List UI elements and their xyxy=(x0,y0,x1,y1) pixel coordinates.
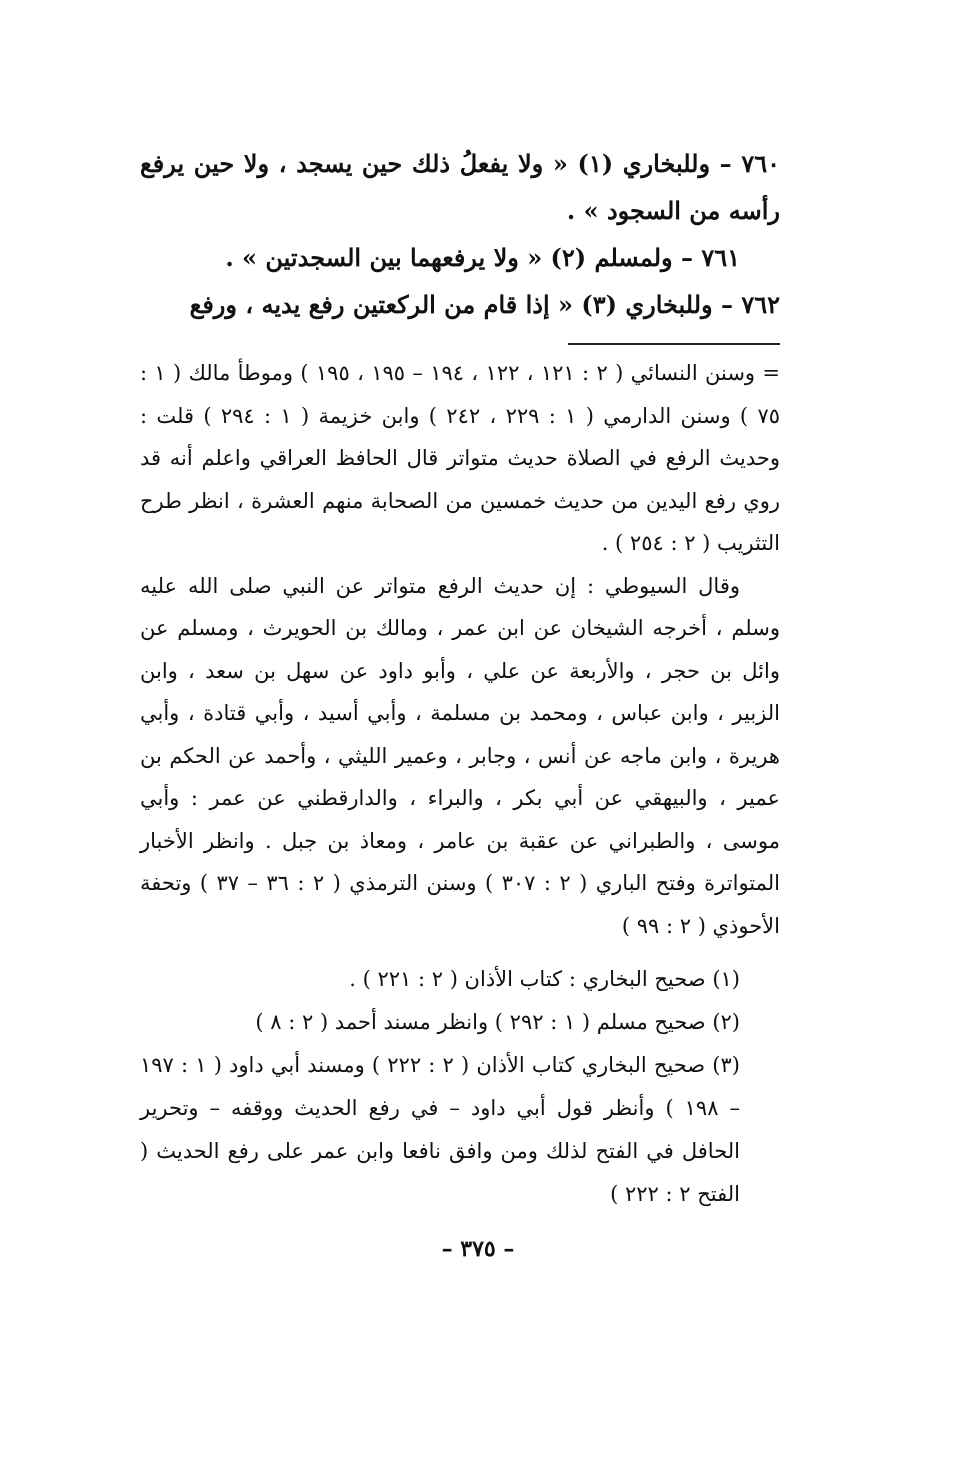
hadith-760: ٧٦٠ – وللبخاري (١) « ولا يفعلُ ذلك حين يسجد ، ولا حين يرفع رأسه من السجود » . xyxy=(140,149,780,225)
note-paragraph-1: = وسنن النسائي ( ٢ : ١٢١ ، ١٢٢ ، ١٩٤ – ١٩٥ ، ١٩٥ ) وموطأ مالك ( ١ : ٧٥ ) وسنن الدارمي ( ١ : ٢٢٩ ، ٢٤٢ ) وابن خزيمة ( ١ : ٢٩٤ ) قلت : وحديث الرفع في الصلاة حديث متواتر قال الحافظ العراقي واعلم أنه قد روي رفع اليدين من حديث خمسين من الصحابة منهم العشرة ، انظر طرح التثريب ( ٢ : ٢٥٤ ) . xyxy=(140,361,781,555)
main-text xyxy=(140,140,780,328)
footnote-separator xyxy=(568,343,780,345)
footnote-1: (١) صحيح البخاري : كتاب الأذان ( ٢ : ٢٢١ ) . xyxy=(349,967,740,991)
page-number: – ٣٧٥ – xyxy=(441,1236,515,1262)
footnotes xyxy=(140,958,780,1216)
footnote-3: (٣) صحيح البخاري كتاب الأذان ( ٢ : ٢٢٢ ) ومسند أبي داود ( ١ : ١٩٧ – ١٩٨ ) وأنظر قول أبي داود – في رفع الحديث ووقفه – وتحرير الحافل في الفتح لذلك ومن وافق نافعا وابن عمر على رفع الحديث ( الفتح ٢ : ٢٢٢ ) xyxy=(140,1053,740,1206)
footnote-2: (٢) صحيح مسلم ( ١ : ٢٩٢ ) وانظر مسند أحمد ( ٢ : ٨ ) xyxy=(255,1010,740,1034)
hadith-762: ٧٦٢ – وللبخاري (٣) « إذا قام من الركعتين رفع يديه ، ورفع xyxy=(189,290,780,319)
note-paragraph-2: وقال السيوطي : إن حديث الرفع متواتر عن النبي صلى الله عليه وسلم ، أخرجه الشيخان عن ابن عمر ، ومالك بن الحويرث ، ومسلم عن وائل بن حجر ، والأربعة عن علي ، وأبو داود عن سهل بن سعد ، وابن الزبير ، وابن عباس ، ومحمد بن مسلمة ، وأبي أسيد ، وأبي قتادة ، وأبي هريرة ، وابن ماجه عن أنس ، وجابر ، وعمير الليثي ، وأحمد عن الحكم بن عمير ، والبيهقي عن أبي بكر ، والبراء ، والدارقطني عن عمر : وأبي موسى ، والطبراني عن عقبة بن عامر ، ومعاذ بن جبل . وانظر الأخبار المتواترة وفتح الباري ( ٢ : ٣٠٧ ) وسنن الترمذي ( ٢ : ٣٦ – ٣٧ ) وتحفة الأحوذي ( ٢ : ٩٩ ) xyxy=(140,573,781,938)
hadith-761: ٧٦١ – ولمسلم (٢) « ولا يرفعهما بين السجدتين » . xyxy=(225,243,740,272)
continued-footnote xyxy=(140,352,780,947)
